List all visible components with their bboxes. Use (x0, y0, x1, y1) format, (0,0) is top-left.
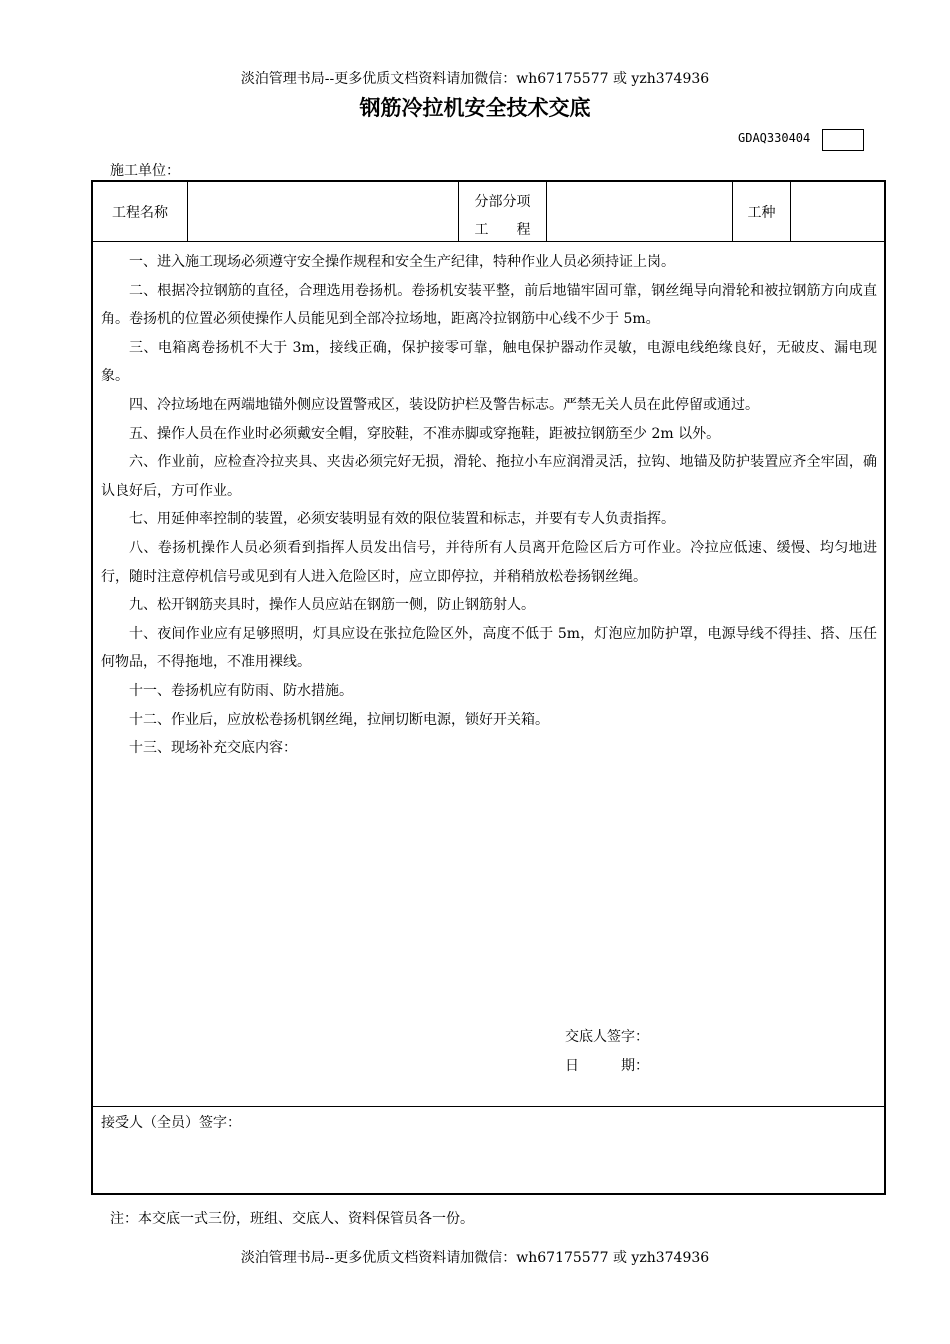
construction-unit-label: 施工单位： (110, 163, 180, 179)
safety-item: 十三、现场补充交底内容： (129, 740, 297, 757)
safety-item: 八、卷扬机操作人员必须看到指挥人员发出信号，并待所有人员离开危险区后方可作业。冷拉应低速、缓慢、均匀地进行，随时注意停机信号或见到有人进入危险区时，应立即停拉，并稍稍放松卷扬钢丝绳。 (101, 539, 877, 585)
safety-item: 十、夜间作业应有足够照明，灯具应设在张拉危险区外，高度不低于 5m，灯泡应加防护罩，电源导线不得挂、搭、压任何物品，不得拖地，不准用裸线。 (101, 625, 877, 671)
safety-item: 七、用延伸率控制的装置，必须安装明显有效的限位装置和标志，并要有专人负责指挥。 (129, 511, 675, 528)
sub-project-label-line1: 分部分项 (474, 194, 531, 210)
safety-item: 五、操作人员在作业时必须戴安全帽，穿胶鞋，不准赤脚或穿拖鞋，距被拉钢筋至少 2m 以外。 (129, 425, 721, 442)
disclosure-content (93, 242, 884, 1107)
project-name-label: 工程名称 (93, 182, 188, 241)
safety-item: 十二、作业后，应放松卷扬机钢丝绳，拉闸切断电源，锁好开关箱。 (129, 711, 549, 728)
date-label: 日 期： (565, 1058, 649, 1074)
work-type-label: 工种 (733, 182, 791, 241)
page-title: 钢筋冷拉机安全技术交底 (359, 96, 591, 120)
doc-code: GDAQ330404 (738, 131, 811, 145)
sub-project-label (459, 182, 547, 241)
doc-code-box[interactable] (822, 129, 864, 151)
sub-project-label-line2: 工 程 (474, 222, 531, 238)
safety-item: 十一、卷扬机应有防雨、防水措施。 (129, 682, 353, 699)
project-name-field[interactable] (188, 182, 459, 241)
safety-item: 一、进入施工现场必须遵守安全操作规程和安全生产纪律，特种作业人员必须持证上岗。 (129, 254, 675, 270)
work-type-field[interactable] (791, 182, 884, 241)
header-text: 淡泊管理书局--更多优质文档资料请加微信：wh67175577 或 yzh374936 (240, 71, 710, 87)
footnote: 注：本交底一式三份，班组、交底人、资料保管员各一份。 (110, 1211, 474, 1227)
safety-item: 六、作业前，应检查冷拉夹具、夹齿必须完好无损，滑轮、拖拉小车应润滑灵活，拉钩、地锚及防护装置应齐全牢固，确认良好后，方可作业。 (101, 454, 877, 499)
safety-item: 四、冷拉场地在两端地锚外侧应设置警戒区，装设防护栏及警告标志。严禁无关人员在此停留或通过。 (129, 396, 759, 413)
info-row (93, 182, 884, 242)
footer-text: 淡泊管理书局--更多优质文档资料请加微信：wh67175577 或 yzh374936 (240, 1250, 710, 1266)
safety-items (101, 248, 877, 763)
signer-label: 交底人签字： (565, 1029, 649, 1045)
sub-project-field[interactable] (547, 182, 733, 241)
receiver-signature-label: 接受人（全员）签字： (101, 1115, 241, 1131)
safety-item: 二、根据冷拉钢筋的直径，合理选用卷扬机。卷扬机安装平整，前后地锚牢固可靠，钢丝绳导向滑轮和被拉钢筋方向成直角。卷扬机的位置必须使操作人员能见到全部冷拉场地，距离冷拉钢筋中心线不少于 5m。 (101, 282, 877, 328)
safety-item: 三、电箱离卷扬机不大于 3m，接线正确，保护接零可靠，触电保护器动作灵敏，电源电线绝缘良好，无破皮、漏电现象。 (101, 339, 877, 385)
disclosure-form (91, 180, 886, 1195)
safety-item: 九、松开钢筋夹具时，操作人员应站在钢筋一侧，防止钢筋射人。 (129, 597, 535, 614)
